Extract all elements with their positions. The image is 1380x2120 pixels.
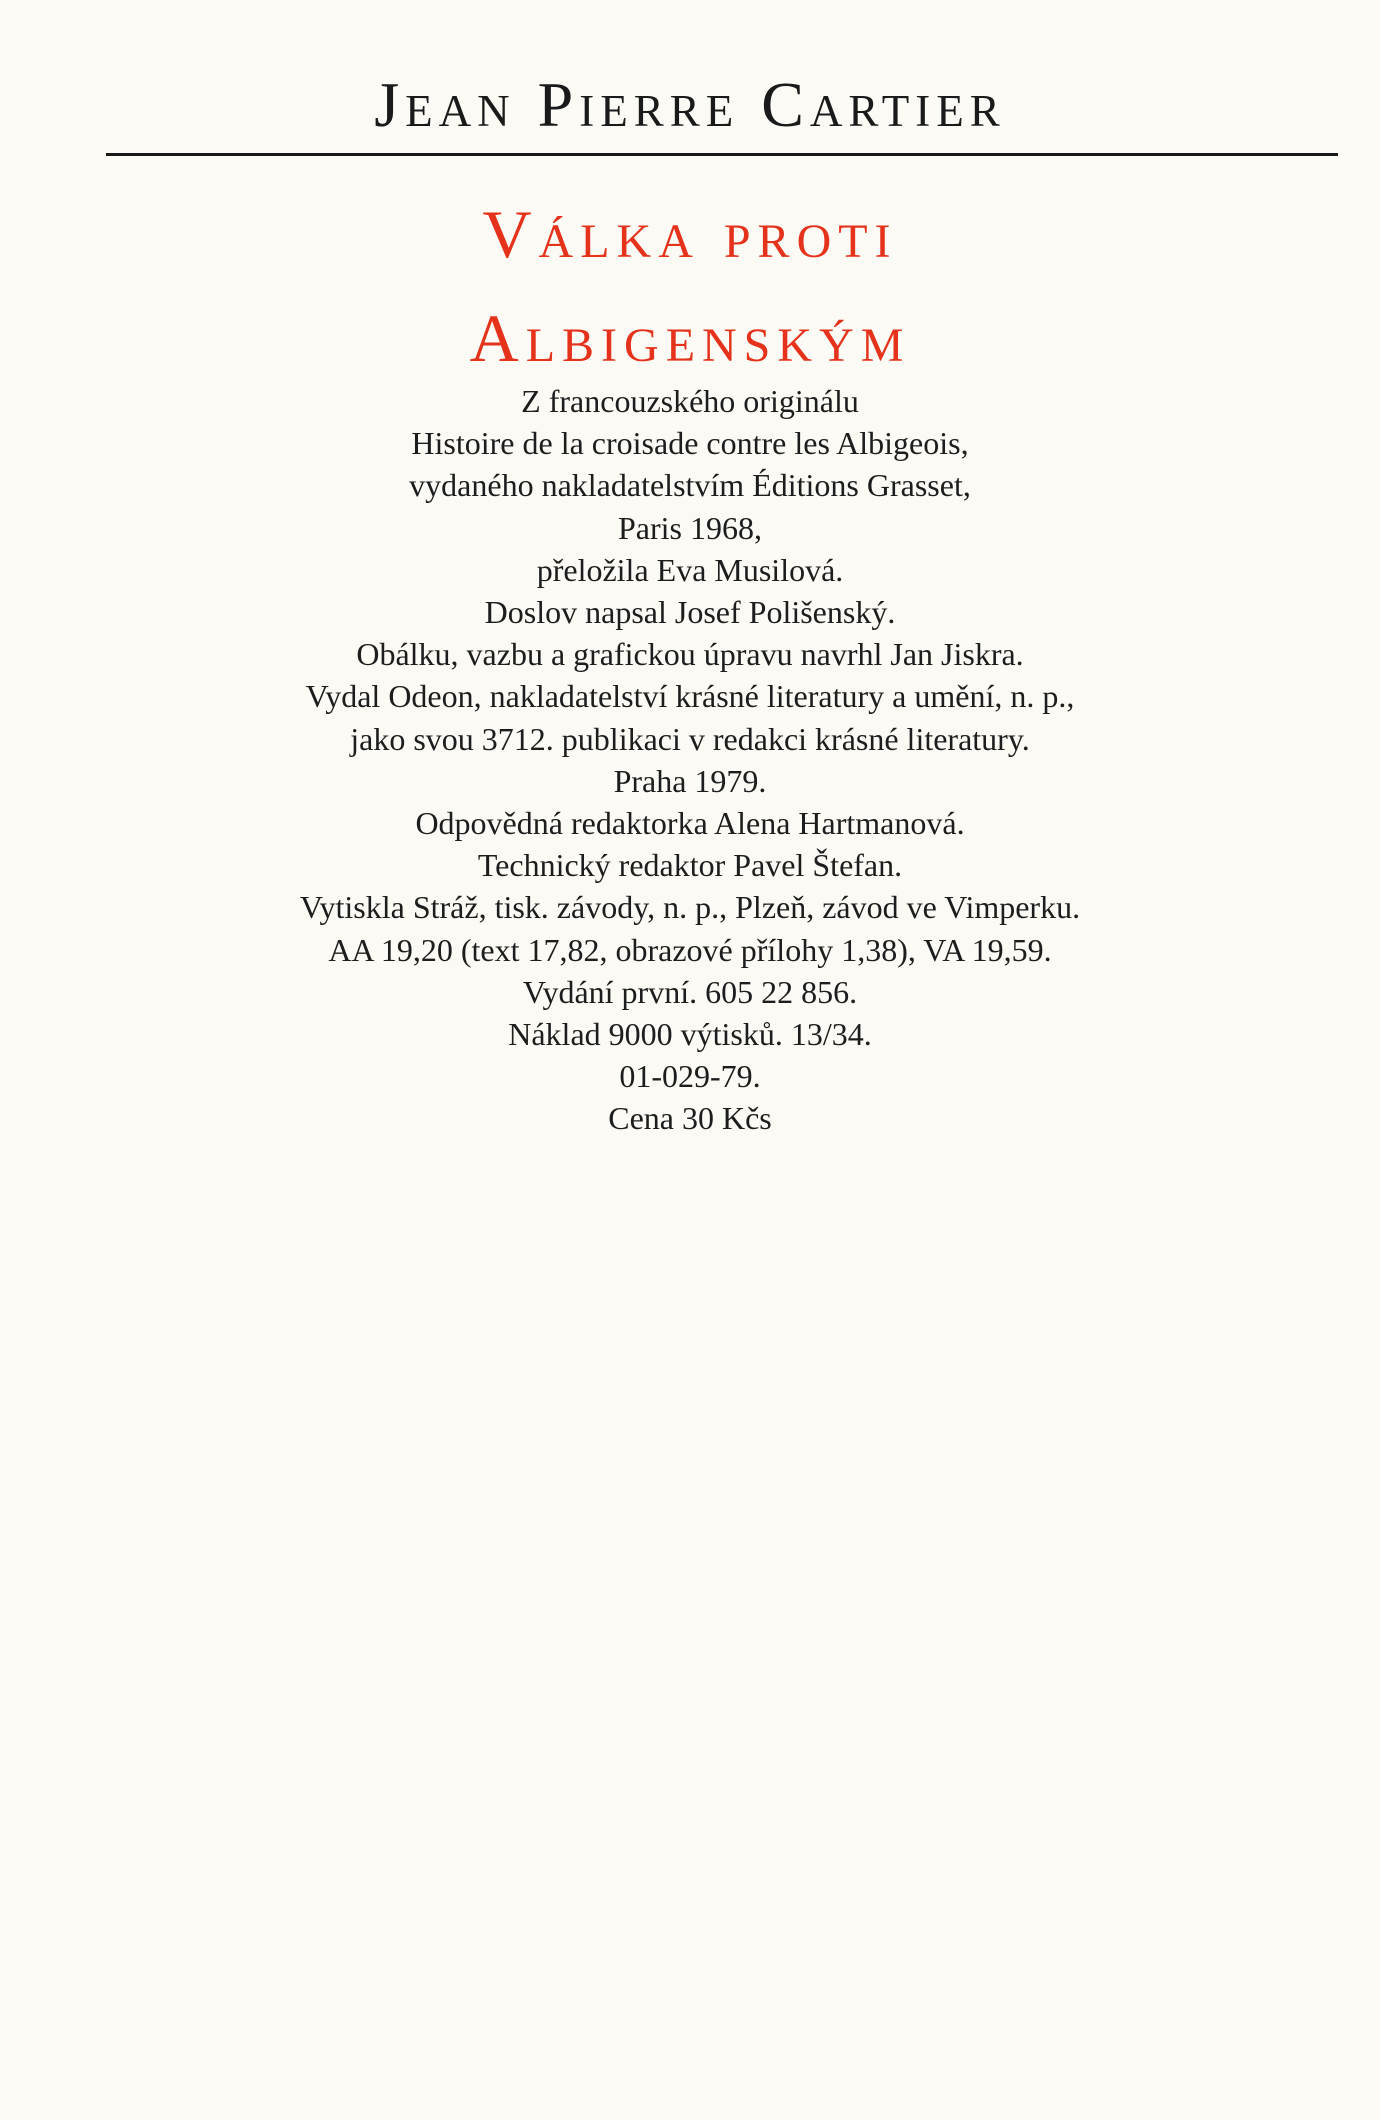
imprint-line: Technický redaktor Pavel Štefan. [477,847,903,884]
imprint-block [100,380,1280,1140]
author-name: Jean Pierre Cartier [374,69,1006,140]
imprint-line: Z francouzského originálu [521,383,859,419]
imprint-line: Cena 30 Kčs [608,1100,772,1137]
imprint-line: 01-029-79. [619,1058,761,1095]
imprint-line: přeložila Eva Musilová. [536,551,844,588]
imprint-line: Paris 1968, [618,509,762,546]
imprint-line: Doslov napsal Josef Polišenský. [484,594,896,631]
imprint-line: AA 19,20 (text 17,82, obrazové přílohy 1,38), VA 19,59. [328,931,1052,968]
imprint-line: vydaného nakladatelstvím Éditions Grasset, [409,467,971,504]
header-rule [106,153,1338,156]
imprint-line: Náklad 9000 výtisků. 13/34. [508,1016,872,1053]
imprint-line: Vydání první. 605 22 856. [522,973,858,1010]
book-title-line-1: Válka proti [482,196,898,272]
imprint-line: Vytiskla Stráž, tisk. závody, n. p., Plzeň, závod ve Vimperku. [299,889,1081,926]
imprint-line: Histoire de la croisade contre les Albigeois, [411,425,969,462]
imprint-line: Odpovědná redaktorka Alena Hartmanová. [415,805,965,842]
book-title [0,182,1380,390]
imprint-line: Praha 1979. [613,762,767,799]
book-title-line-2: Albigenským [469,300,911,376]
imprint-line: Obálku, vazbu a grafickou úpravu navrhl Jan Jiskra. [356,636,1024,673]
imprint-line: jako svou 3712. publikaci v redakci krásné literatury. [350,720,1030,757]
imprint-line: Vydal Odeon, nakladatelství krásné literatury a umění, n. p., [305,678,1075,715]
